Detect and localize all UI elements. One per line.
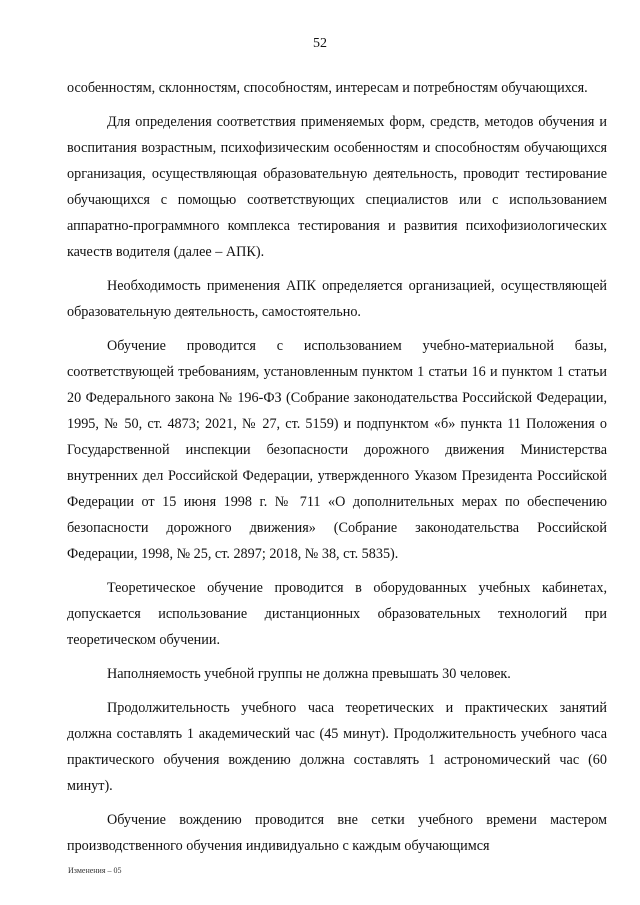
paragraph-hour-duration: Продолжительность учебного часа теоретических и практических занятий должна составлять 1 академический час (45 минут). Продолжительность учебного часа практического обучения вождению должна составлять 1 астрономический час (60 минут). bbox=[67, 700, 607, 794]
page-number: 52 bbox=[313, 36, 327, 51]
document-body bbox=[67, 75, 607, 867]
paragraph-testing: Для определения соответствия применяемых форм, средств, методов обучения и воспитания возрастным, психофизическим особенностям и способностям обучающихся организация, осуществляющая образовательную деятельность, проводит тестирование обучающихся с помощью соответствующих специалистов или с использованием аппаратно-программного комплекса тестирования и развития психофизиологических качеств водителя (далее – АПК). bbox=[67, 114, 607, 260]
paragraph-continuation: особенностям, склонностям, способностям, интересам и потребностям обучающихся. bbox=[67, 80, 588, 96]
paragraph-theory-training: Теоретическое обучение проводится в оборудованных учебных кабинетах, допускается использование дистанционных образовательных технологий при теоретическом обучении. bbox=[67, 580, 607, 648]
paragraph-apk-necessity: Необходимость применения АПК определяется организацией, осуществляющей образовательную деятельность, самостоятельно. bbox=[67, 278, 607, 320]
paragraph-driving-training: Обучение вождению проводится вне сетки учебного времени мастером производственного обучения индивидуально с каждым обучающимся bbox=[67, 812, 607, 854]
paragraph-group-size: Наполняемость учебной группы не должна превышать 30 человек. bbox=[107, 666, 511, 682]
footer-revision-note: Изменения – 05 bbox=[68, 866, 122, 875]
paragraph-training-base: Обучение проводится с использованием учебно-материальной базы, соответствующей требованиям, установленным пунктом 1 статьи 16 и пунктом 1 статьи 20 Федерального закона № 196-ФЗ (Собрание законодательства Российской Федерации, 1995, № 50, ст. 4873; 2021, № 27, ст. 5159) и подпунктом «б» пункта 11 Положения о Государственной инспекции безопасности дорожного движения Министерства внутренних дел Российской Федерации, утвержденного Указом Президента Российской Федерации от 15 июня 1998 г. № 711 «О дополнительных мерах по обеспечению безопасности дорожного движения» (Собрание законодательства Российской Федерации, 1998, № 25, ст. 2897; 2018, № 38, ст. 5835). bbox=[67, 338, 607, 562]
